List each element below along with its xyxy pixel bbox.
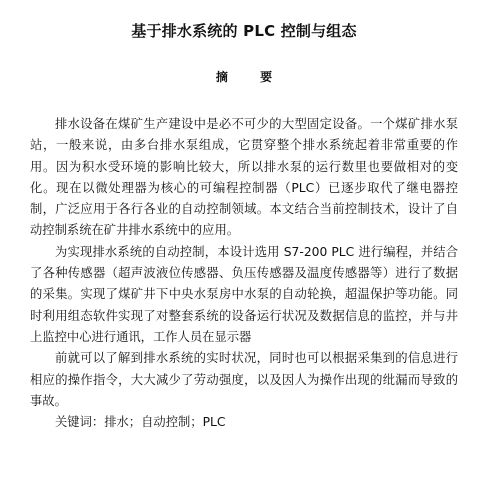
abstract-paragraph-1: 排水设备在煤矿生产建设中是必不可少的大型固定设备。一个煤矿排水泵站，一般来说，由多台排水泵组成，它贯穿整个排水系统起着非常重要的作用。因为积水受环境的影响比较大，所以排水泵的运行数里也要做相对的变化。现在以微处理器为核心的可编程控制器（PLC）已逐步取代了继电器控制，广泛应用于各行各业的自动控制领域。本文结合当前控制技术，设计了自动控制系统在矿井排水系统中的应用。 xyxy=(30,117,458,238)
abstract-body xyxy=(30,114,458,412)
abstract-paragraph-2: 为实现排水系统的自动控制，本设计选用 S7-200 PLC 进行编程，并结合了各种传感器（超声波液位传感器、负压传感器及温度传感器等）进行了数据的采集。实现了煤矿井下中央水泵房中水泵的自动轮换，超温保护等功能。同时利用组态软件实现了对整套系统的设备运行状况及数据信息的监控，并与井上监控中心进行通讯，工作人员在显示器 xyxy=(30,244,458,344)
keywords-label: 关键词： xyxy=(55,415,105,429)
abstract-paragraph-3: 前就可以了解到排水系统的实时状况，同时也可以根据采集到的信息进行相应的操作指令，大大减少了劳动强度，以及因人为操作出现的纰漏而导致的事故。 xyxy=(30,351,458,408)
keywords-value: 排水；自动控制；PLC xyxy=(104,415,226,429)
abstract-heading: 摘 要 xyxy=(215,70,287,84)
document-title: 基于排水系统的 PLC 控制与组态 xyxy=(131,22,357,40)
keywords-line xyxy=(55,412,225,433)
